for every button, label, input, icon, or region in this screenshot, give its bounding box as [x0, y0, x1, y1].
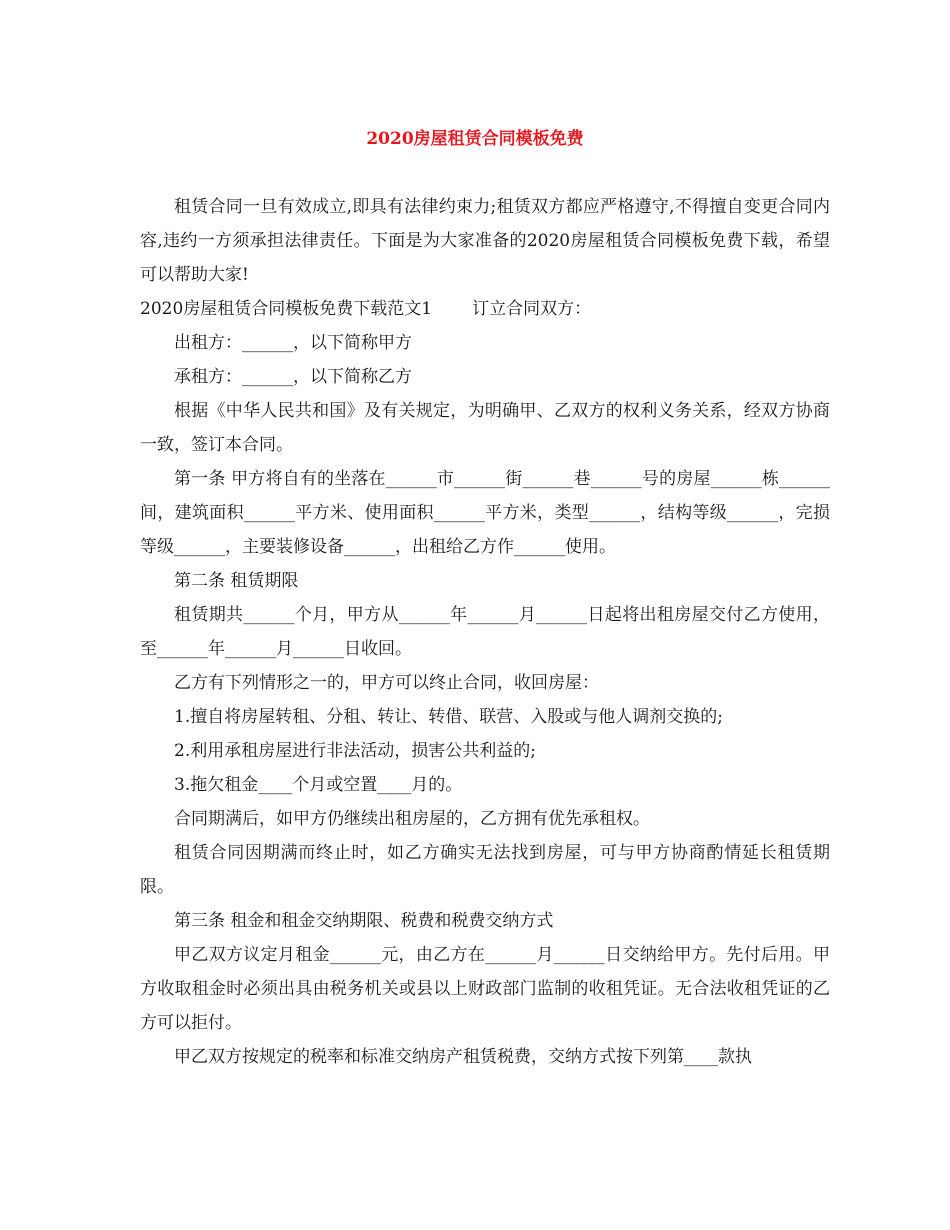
paragraph-article-2-item-2: 2.利用承租房屋进行非法活动，损害公共利益的; — [174, 741, 536, 761]
paragraph-lessee: 承租方：______，以下简称乙方 — [174, 367, 412, 387]
paragraph-article-2-heading: 第二条 租赁期限 — [174, 571, 299, 591]
paragraph-lessor: 出租方：______，以下简称甲方 — [174, 333, 412, 353]
paragraph-intro: 租赁合同一旦有效成立,即具有法律约束力;租赁双方都应严格遵守,不得擅自变更合同内容,违约一方须承担法律责任。下面是为大家准备的2020房屋租赁合同模板免费下载，希望可以帮助大家! — [140, 197, 830, 285]
paragraph-article-2-renew: 合同期满后，如甲方仍继续出租房屋的，乙方拥有优先承租权。 — [174, 809, 650, 829]
document-title: 2020房屋租赁合同模板免费 — [366, 129, 584, 149]
document-body — [140, 190, 830, 1074]
paragraph-article-3-heading: 第三条 租金和租金交纳期限、税费和税费交纳方式 — [174, 911, 554, 931]
paragraph-article-2-term: 租赁期共______个月，甲方从______年______月______日起将出租房屋交付乙方使用，至______年______月______日收回。 — [140, 605, 830, 659]
paragraph-article-2-item-3: 3.拖欠租金____个月或空置____月的。 — [174, 775, 463, 795]
paragraph-article-3-rent: 甲乙双方议定月租金______元，由乙方在______月______日交纳给甲方。先付后用。甲方收取租金时必须出具由税务机关或县以上财政部门监制的收租凭证。无合法收租凭证的乙方可以拒付。 — [140, 945, 830, 1033]
paragraph-basis: 根据《中华人民共和国》及有关规定，为明确甲、乙双方的权利义务关系，经双方协商一致，签订本合同。 — [140, 401, 830, 455]
sample-heading-title: 2020房屋租赁合同模板免费下载范文1 — [140, 299, 433, 319]
paragraph-article-1: 第一条 甲方将自有的坐落在______市______街______巷______号的房屋______栋______间，建筑面积______平方米、使用面积______平方米，类型______，结构等级______，完损等级______，主要装修设备______，出租给乙方作______使用。 — [140, 469, 830, 557]
paragraph-article-2-item-1: 1.擅自将房屋转租、分租、转让、转借、联营、入股或与他人调剂交换的; — [174, 707, 723, 727]
sample-heading-parties: 订立合同双方： — [472, 299, 592, 319]
paragraph-article-2-terminate: 乙方有下列情形之一的，甲方可以终止合同，收回房屋： — [174, 673, 599, 693]
paragraph-article-3-tax: 甲乙双方按规定的税率和标准交纳房产租赁税费，交纳方式按下列第____款执 — [174, 1047, 752, 1067]
paragraph-article-2-extend: 租赁合同因期满而终止时，如乙方确实无法找到房屋，可与甲方协商酌情延长租赁期限。 — [140, 843, 830, 897]
paragraph-sample-heading — [140, 292, 830, 326]
